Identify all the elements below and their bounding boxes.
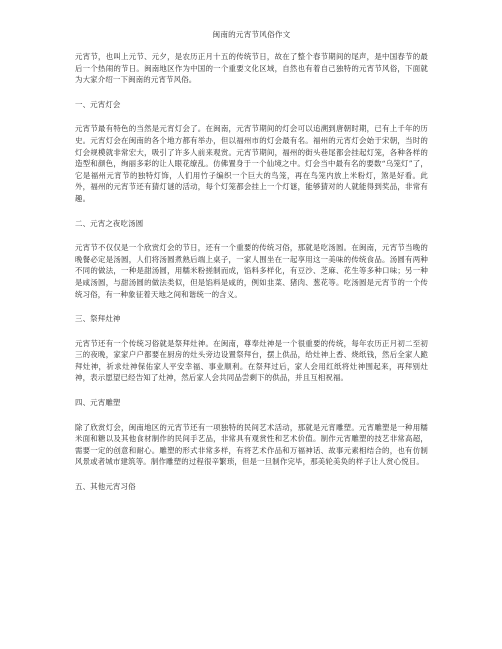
intro-paragraph: 元宵节，也叫上元节、元夕，是农历正月十五的传统节日，故在了整个春节期间的尾声，是中国春节的最后一个热闹的节日。闽南地区作为中国的一个重要文化区域，自然也有着自己独特的元宵节风俗，下面就为大家介绍一下闽南的元宵节风俗。: [75, 52, 428, 85]
section-heading: 一、元宵灯会: [75, 99, 121, 109]
section-heading: 三、祭拜灶神: [75, 314, 121, 324]
section-paragraph: 元宵节不仅仅是一个欣赏灯会的节日，还有一个重要的传统习俗，那就是吃汤圆。在闽南，元宵节当晚的晚餐必定是汤圆，人们将汤圆煮熟后端上桌子，一家人围坐在一起享用这一美味的传统食品。汤圆有两种不同的做法，一种是甜汤圆，用糯米粉搓制而成，馅料多样化，有豆沙、芝麻、花生等多种口味；另一种是咸汤圆，与甜汤圆的做法类似，但是馅料是咸的，例如韭菜、猪肉、葱花等。吃汤圆是元宵节的一个传统习俗，有一种象征着天地之间和谐统一的含义。: [75, 243, 428, 299]
section-paragraph: 元宵节最有特色的当然是元宵灯会了。在闽南，元宵节期间的灯会可以追溯到唐朝时期，已有上千年的历史。元宵灯会在闽南的各个地方都有举办，但以福州市的灯会最有名。福州的元宵灯会始于宋朝，当时的灯会规模就非常宏大，吸引了许多人前来观赏。元宵节期间，福州的街头巷尾都会挂起灯笼，各种各样的造型和颜色，绚丽多彩的让人眼花缭乱。仿佛置身于一个仙境之中。灯会当中最有名的要数“乌笼灯”了，它是福州元宵节的独特灯饰，人们用竹子编织一个巨大的鸟笼，再在鸟笼内放上米粉灯，煞是好看。此外，福州的元宵节还有猜灯谜的活动，每个灯笼都会挂上一个灯谜，能够猜对的人就能得到奖品，非常有趣。: [75, 124, 428, 203]
section-kitchen-god: [75, 313, 428, 384]
section-sculpture: [75, 397, 428, 468]
section-lantern-festival: [75, 99, 428, 205]
section-heading: 五、其他元宵习俗: [75, 482, 136, 492]
section-heading: 四、元宵雕塑: [75, 398, 121, 408]
section-heading: 二、元宵之夜吃汤圆: [75, 218, 144, 228]
document-title: 闽南的元宵节风俗作文: [212, 30, 291, 39]
section-other-customs: [75, 481, 428, 493]
section-tangyuan: [75, 218, 428, 301]
section-paragraph: 元宵节还有一个传统习俗就是祭拜灶神。在闽南，尊奉灶神是一个很重要的传统，每年农历正月初二至初三的夜晚，家家户户都要在厨房的灶头旁边设置祭拜台，摆上供品，给灶神上香、烧纸钱，然后全家人跪拜灶神，祈求灶神保佑家人平安幸福、事业顺利。在祭拜过后，家人会用红纸将灶神围起来，再拜别灶神，表示愿望已经告知了灶神，然后家人会共同品尝剩下的供品，并且互相祝福。: [75, 338, 428, 383]
section-paragraph: 除了欣赏灯会，闽南地区的元宵节还有一项独特的民间艺术活动，那就是元宵雕塑。元宵雕塑是一种用糯米面和糖以及其他食材制作的民间手艺品，非常具有观赏性和艺术价值。制作元宵雕塑的技艺非常高超，需要一定的创意和耐心。雕塑的形式非常多样，有将艺术作品和万福神话、故事元素相结合的，也有仿制风景或者城市建筑等。制作雕塑的过程很辛繁琐，但是一旦制作完毕，那美轮美奂的样子让人赏心悦目。: [75, 422, 428, 467]
